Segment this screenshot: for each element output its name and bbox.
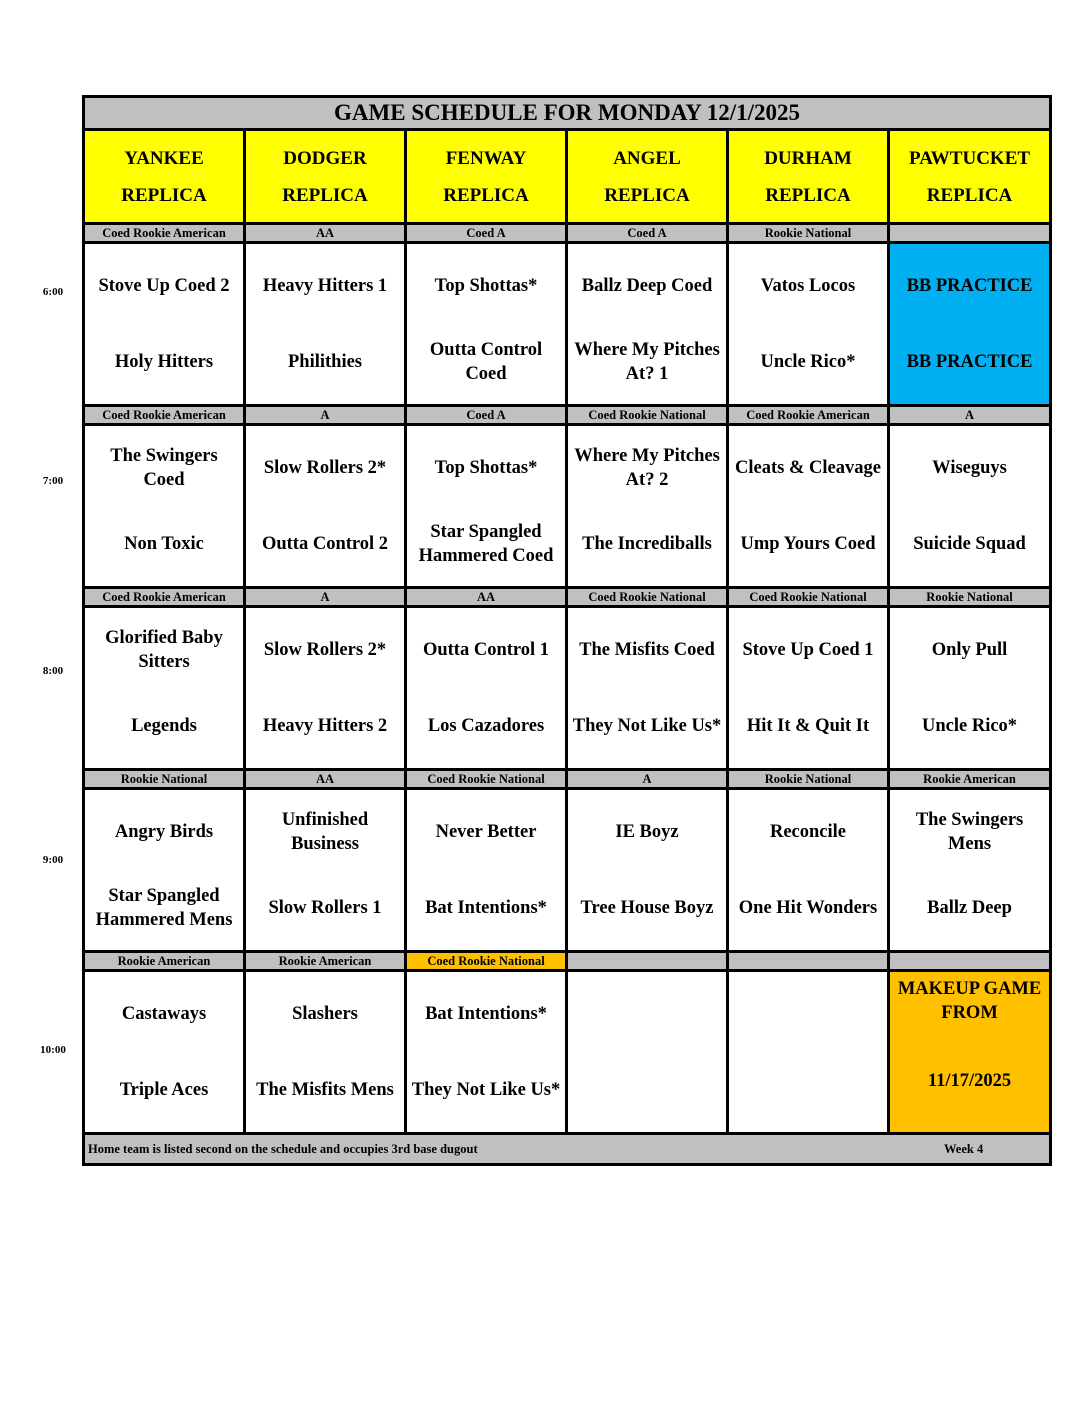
field-sub: REPLICA — [282, 184, 368, 206]
division-label: AA — [245, 770, 406, 789]
away-team: Outta Control 1 — [422, 640, 550, 660]
game-cell — [728, 607, 889, 770]
game-cell — [728, 789, 889, 952]
away-team: Castaways — [121, 1004, 207, 1024]
game-cell — [728, 425, 889, 588]
field-sub: REPLICA — [926, 184, 1013, 206]
away-team: The Swingers Coed — [110, 446, 218, 490]
game-cell — [406, 425, 567, 588]
field-header-dodger — [245, 130, 406, 224]
away-team: Where My Pitches At? 2 — [574, 446, 720, 490]
division-label: A — [567, 770, 728, 789]
time-label-7: 7:00 — [42, 475, 64, 487]
home-team: One Hit Wonders — [738, 898, 878, 918]
game-cell — [245, 243, 406, 406]
empty-game-cell — [728, 971, 889, 1134]
field-sub: REPLICA — [765, 184, 851, 206]
division-label — [728, 952, 889, 971]
game-cell — [889, 607, 1051, 770]
field-name: ANGEL — [613, 147, 681, 169]
field-header-angel — [567, 130, 728, 224]
away-team: Slashers — [292, 1004, 358, 1024]
home-team: Tree House Boyz — [580, 898, 714, 918]
field-header-durham — [728, 130, 889, 224]
division-label: Rookie National — [728, 224, 889, 243]
home-team: Slow Rollers 1 — [268, 898, 382, 918]
away-team: Top Shottas* — [434, 458, 538, 478]
field-sub: REPLICA — [604, 184, 690, 206]
home-team: They Not Like Us* — [411, 1080, 561, 1100]
time-label-10: 10:00 — [40, 1044, 66, 1056]
home-team: Outta Control Coed — [429, 340, 543, 384]
division-label: Coed Rookie National — [406, 770, 567, 789]
away-team: Unfinished Business — [281, 810, 369, 854]
home-team: Heavy Hitters 2 — [262, 716, 388, 736]
division-label: Rookie American — [889, 770, 1051, 789]
game-cell — [567, 243, 728, 406]
time-label-8: 8:00 — [42, 665, 64, 677]
away-team: Wiseguys — [932, 458, 1007, 478]
field-header-pawtucket — [889, 130, 1051, 224]
game-cell — [567, 789, 728, 952]
division-label: Coed Rookie American — [84, 406, 245, 425]
division-label: Rookie National — [728, 770, 889, 789]
division-label — [889, 952, 1051, 971]
game-cell — [84, 243, 245, 406]
game-cell — [245, 971, 406, 1134]
home-team: Non Toxic — [124, 534, 204, 554]
game-cell — [567, 607, 728, 770]
away-team: Never Better — [435, 822, 537, 842]
division-label: Rookie American — [84, 952, 245, 971]
game-cell — [889, 789, 1051, 952]
away-team: Stove Up Coed 1 — [742, 640, 874, 660]
game-cell — [728, 243, 889, 406]
practice-cell — [889, 243, 1051, 406]
away-team — [729, 972, 887, 1052]
away-team: Only Pull — [931, 640, 1008, 660]
field-name: YANKEE — [124, 147, 204, 169]
makeup-label: MAKEUP GAME FROM — [897, 979, 1042, 1023]
page-title: GAME SCHEDULE FOR MONDAY 12/1/2025 — [84, 97, 1051, 130]
home-team: Philithies — [287, 352, 362, 372]
schedule-table — [82, 95, 1052, 1166]
division-label: Rookie American — [245, 952, 406, 971]
home-team: Hit It & Quit It — [746, 716, 870, 736]
field-header-fenway — [406, 130, 567, 224]
makeup-date: 11/17/2025 — [927, 1071, 1012, 1091]
game-cell — [406, 789, 567, 952]
division-label: A — [245, 406, 406, 425]
home-team: Uncle Rico* — [922, 716, 1018, 736]
field-name: FENWAY — [445, 147, 527, 169]
home-team — [568, 1052, 726, 1132]
division-label: Coed Rookie National — [567, 588, 728, 607]
home-team: Legends — [131, 716, 197, 736]
division-label — [889, 224, 1051, 243]
division-label: Coed Rookie American — [84, 224, 245, 243]
empty-game-cell — [567, 971, 728, 1134]
away-team: Top Shottas* — [434, 276, 538, 296]
division-label: A — [889, 406, 1051, 425]
home-team: Star Spangled Hammered Coed — [418, 522, 554, 566]
field-name: DURHAM — [764, 147, 852, 169]
game-cell — [84, 425, 245, 588]
game-cell — [245, 607, 406, 770]
game-cell — [567, 425, 728, 588]
footer-note: Home team is listed second on the schedule and occupies 3rd base dugout — [88, 1142, 478, 1156]
division-label: Coed A — [406, 406, 567, 425]
away-team: The Misfits Coed — [579, 640, 715, 660]
away-team: IE Boyz — [615, 822, 679, 842]
game-cell — [245, 789, 406, 952]
away-team: Cleats & Cleavage — [735, 458, 881, 478]
away-team — [568, 972, 726, 1052]
home-team: BB PRACTICE — [906, 352, 1033, 372]
division-label: Coed Rookie American — [728, 406, 889, 425]
time-label-9: 9:00 — [42, 854, 64, 866]
division-label: Coed Rookie National — [567, 406, 728, 425]
game-cell — [84, 607, 245, 770]
away-team: Glorified Baby Sitters — [105, 628, 223, 672]
game-cell — [406, 607, 567, 770]
division-label: Coed Rookie National — [728, 588, 889, 607]
division-label: Coed Rookie National — [406, 952, 567, 971]
field-sub: REPLICA — [443, 184, 529, 206]
division-label: A — [245, 588, 406, 607]
home-team: The Misfits Mens — [256, 1080, 394, 1100]
home-team: Suicide Squad — [913, 534, 1026, 554]
away-team: Reconcile — [769, 822, 847, 842]
home-team: Star Spangled Hammered Mens — [95, 886, 233, 930]
away-team: Stove Up Coed 2 — [98, 276, 230, 296]
home-team: Los Cazadores — [427, 716, 545, 736]
away-team: Heavy Hitters 1 — [262, 276, 388, 296]
week-label: Week 4 — [944, 1142, 984, 1156]
away-team: BB PRACTICE — [906, 276, 1033, 296]
home-team: Uncle Rico* — [760, 352, 856, 372]
home-team: They Not Like Us* — [572, 716, 722, 736]
game-cell — [84, 789, 245, 952]
division-label — [567, 952, 728, 971]
away-team: Slow Rollers 2* — [263, 640, 387, 660]
division-label: Coed A — [567, 224, 728, 243]
away-team: Bat Intentions* — [425, 1004, 547, 1024]
home-team: Outta Control 2 — [261, 534, 389, 554]
division-label: AA — [245, 224, 406, 243]
home-team: Holy Hitters — [114, 352, 214, 372]
game-cell — [245, 425, 406, 588]
home-team: Ballz Deep — [927, 898, 1012, 918]
time-label-6: 6:00 — [42, 286, 64, 298]
footer-bar — [84, 1134, 1051, 1165]
home-team: Ump Yours Coed — [740, 534, 876, 554]
away-team: Slow Rollers 2* — [263, 458, 387, 478]
away-team: Angry Birds — [114, 822, 214, 842]
away-team: The Swingers Mens — [915, 810, 1024, 854]
field-sub: REPLICA — [121, 184, 207, 206]
division-label: Rookie National — [889, 588, 1051, 607]
game-cell — [406, 243, 567, 406]
home-team: Where My Pitches At? 1 — [574, 340, 720, 384]
home-team: The Incrediballs — [582, 534, 712, 554]
away-team: Ballz Deep Coed — [581, 276, 713, 296]
field-header-yankee — [84, 130, 245, 224]
field-name: DODGER — [283, 147, 367, 169]
division-label: Coed A — [406, 224, 567, 243]
makeup-game-cell — [889, 971, 1051, 1134]
home-team — [729, 1052, 887, 1132]
game-cell — [406, 971, 567, 1134]
home-team: Triple Aces — [119, 1080, 209, 1100]
home-team: Bat Intentions* — [425, 898, 547, 918]
game-cell — [84, 971, 245, 1134]
division-label: Coed Rookie American — [84, 588, 245, 607]
division-label: Rookie National — [84, 770, 245, 789]
field-name: PAWTUCKET — [909, 147, 1031, 169]
away-team: Vatos Locos — [760, 276, 856, 296]
game-cell — [889, 425, 1051, 588]
division-label: AA — [406, 588, 567, 607]
